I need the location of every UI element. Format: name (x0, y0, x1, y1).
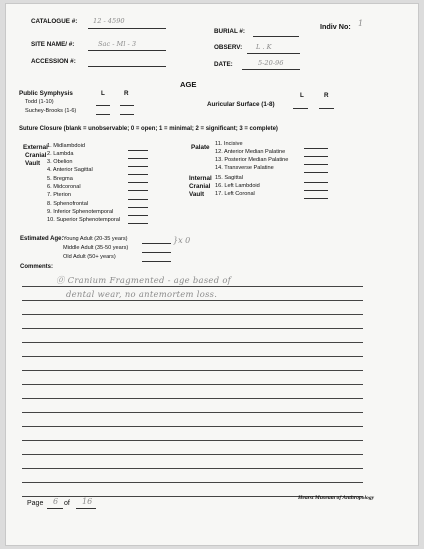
comment-rule (22, 286, 363, 287)
external-label: External (23, 144, 48, 151)
burial-line (253, 36, 299, 37)
comment-rule (22, 440, 363, 441)
suture-item-15: 15. Sagittal (215, 175, 243, 181)
suture-line-8 (128, 207, 148, 208)
comment-rule (22, 412, 363, 413)
suture-item-4: 4. Anterior Sagittal (47, 167, 93, 173)
todd-l-line (96, 105, 110, 106)
comment-rule (22, 328, 363, 329)
suchey-l-line (96, 114, 110, 115)
total-pages-value: 16 (82, 497, 93, 506)
young-adult-line (142, 243, 171, 244)
old-adult-label: Old Adult (50+ years) (63, 254, 116, 260)
suture-line-11 (304, 148, 328, 149)
catalogue-line (88, 28, 166, 29)
catalogue-label: CATALOGUE #: (31, 18, 78, 25)
todd-r-line (120, 105, 134, 106)
suture-line-3 (128, 166, 148, 167)
public-symphysis-heading: Public Symphysis (19, 90, 73, 97)
indiv-value: 1 (358, 19, 364, 28)
comment-rule (22, 398, 363, 399)
suture-line-9 (128, 215, 148, 216)
accession-label: ACCESSION #: (31, 58, 76, 65)
internal-label: Internal (189, 175, 212, 182)
suture-line-15 (304, 182, 328, 183)
suture-line-5 (128, 182, 148, 183)
museum-name: Hearst Museum of Anthropology (298, 495, 375, 501)
suture-line-16 (304, 190, 328, 191)
suture-line-12 (304, 156, 328, 157)
suture-line-10 (128, 223, 148, 224)
comment-rule (22, 482, 363, 483)
suture-line-2 (128, 158, 148, 159)
comment-line-1-text: ⓪ Cranium Fragmented - age based of (56, 275, 232, 285)
old-adult-line (142, 261, 171, 262)
suture-note: Suture Closure (blank = unobservable; 0 = open; 1 = minimal; 2 = significant; 3 = complete) (19, 126, 278, 132)
suture-item-3: 3. Obelion (47, 159, 73, 165)
comment-rule (22, 454, 363, 455)
comment-rule (22, 384, 363, 385)
auricular-l-line (293, 108, 308, 109)
age-title: AGE (180, 80, 197, 89)
external-cranial-label: Cranial (25, 152, 47, 159)
palate-label: Palate (191, 144, 210, 151)
suture-item-7: 7. Pterion (47, 192, 71, 198)
suture-line-1 (128, 150, 148, 151)
burial-label: BURIAL #: (214, 28, 246, 35)
comment-rule (22, 300, 363, 301)
suchey-label: Suchey-Brooks (1-6) (25, 108, 77, 114)
todd-label: Todd (1-10) (25, 99, 54, 105)
auricular-label: Auricular Surface (1-8) (207, 101, 275, 108)
suture-line-13 (304, 164, 328, 165)
suture-line-7 (128, 199, 148, 200)
middle-adult-label: Middle Adult (35-50 years) (63, 245, 129, 251)
suture-item-6: 6. Midcoronal (47, 184, 81, 190)
date-line (242, 69, 300, 70)
comment-rule (22, 426, 363, 427)
suture-item-8: 8. Sphenofrontal (47, 201, 89, 207)
suture-item-16: 16. Left Lambdoid (215, 183, 260, 189)
internal-cranial-label: Cranial (189, 183, 211, 190)
observ-value: L . K (256, 43, 272, 51)
suture-item-11: 11. Incisive (215, 141, 243, 147)
suture-item-2: 2. Lambda (47, 151, 74, 157)
suture-item-5: 5. Bregma (47, 176, 73, 182)
suture-item-12: 12. Anterior Median Palatine (215, 149, 286, 155)
comment-rule (22, 468, 363, 469)
observ-label: OBSERV: (214, 44, 243, 51)
site-label: SITE NAME/ #: (31, 41, 75, 48)
site-line (88, 50, 166, 51)
comment-rule (22, 342, 363, 343)
suture-item-9: 9. Inferior Sphenotemporal (47, 209, 114, 215)
page-number-value: 6 (53, 497, 59, 506)
comments-label: Comments: (20, 264, 54, 270)
estimated-age-mark: }x 0 (173, 236, 191, 245)
suture-line-17 (304, 198, 328, 199)
page-number-line (47, 508, 63, 509)
young-adult-label: Young Adult (20-35 years) (63, 236, 128, 242)
of-label: of (64, 500, 70, 507)
suture-item-13: 13. Posterior Median Palatine (215, 157, 289, 163)
suchey-r-line (120, 114, 134, 115)
date-value: 5-20-96 (258, 59, 284, 67)
suture-item-14: 14. Transverse Palatine (215, 165, 274, 171)
indiv-label: Indiv No: (320, 22, 351, 31)
accession-line (88, 66, 166, 67)
site-value: Sac - Ml - 3 (98, 40, 137, 48)
suture-line-4 (128, 174, 148, 175)
catalogue-value: 12 - 4590 (93, 17, 125, 25)
comment-rule (22, 314, 363, 315)
auricular-col-l-label: L (300, 92, 304, 99)
total-pages-line (76, 508, 96, 509)
suture-line-6 (128, 190, 148, 191)
col-r-label: R (124, 90, 129, 97)
internal-vault-label: Vault (189, 191, 205, 198)
form-page (6, 4, 418, 545)
page-label: Page (27, 500, 44, 507)
auricular-r-line (319, 108, 334, 109)
suture-item-1: 1. Midlambdoid (47, 143, 85, 149)
suture-item-17: 17. Left Coronal (215, 191, 255, 197)
date-label: DATE: (214, 61, 233, 68)
observ-line (247, 53, 300, 54)
external-vault-label: Vault (25, 160, 41, 167)
middle-adult-line (142, 252, 171, 253)
comment-line-2-text: dental wear, no antemortem loss. (66, 289, 218, 299)
comment-rule (22, 370, 363, 371)
suture-item-10: 10. Superior Sphenotemporal (47, 217, 121, 223)
estimated-age-label: Estimated Age: (20, 236, 64, 242)
comment-rule (22, 356, 363, 357)
col-l-label: L (101, 90, 105, 97)
suture-line-14 (304, 172, 328, 173)
auricular-col-r-label: R (324, 92, 329, 99)
